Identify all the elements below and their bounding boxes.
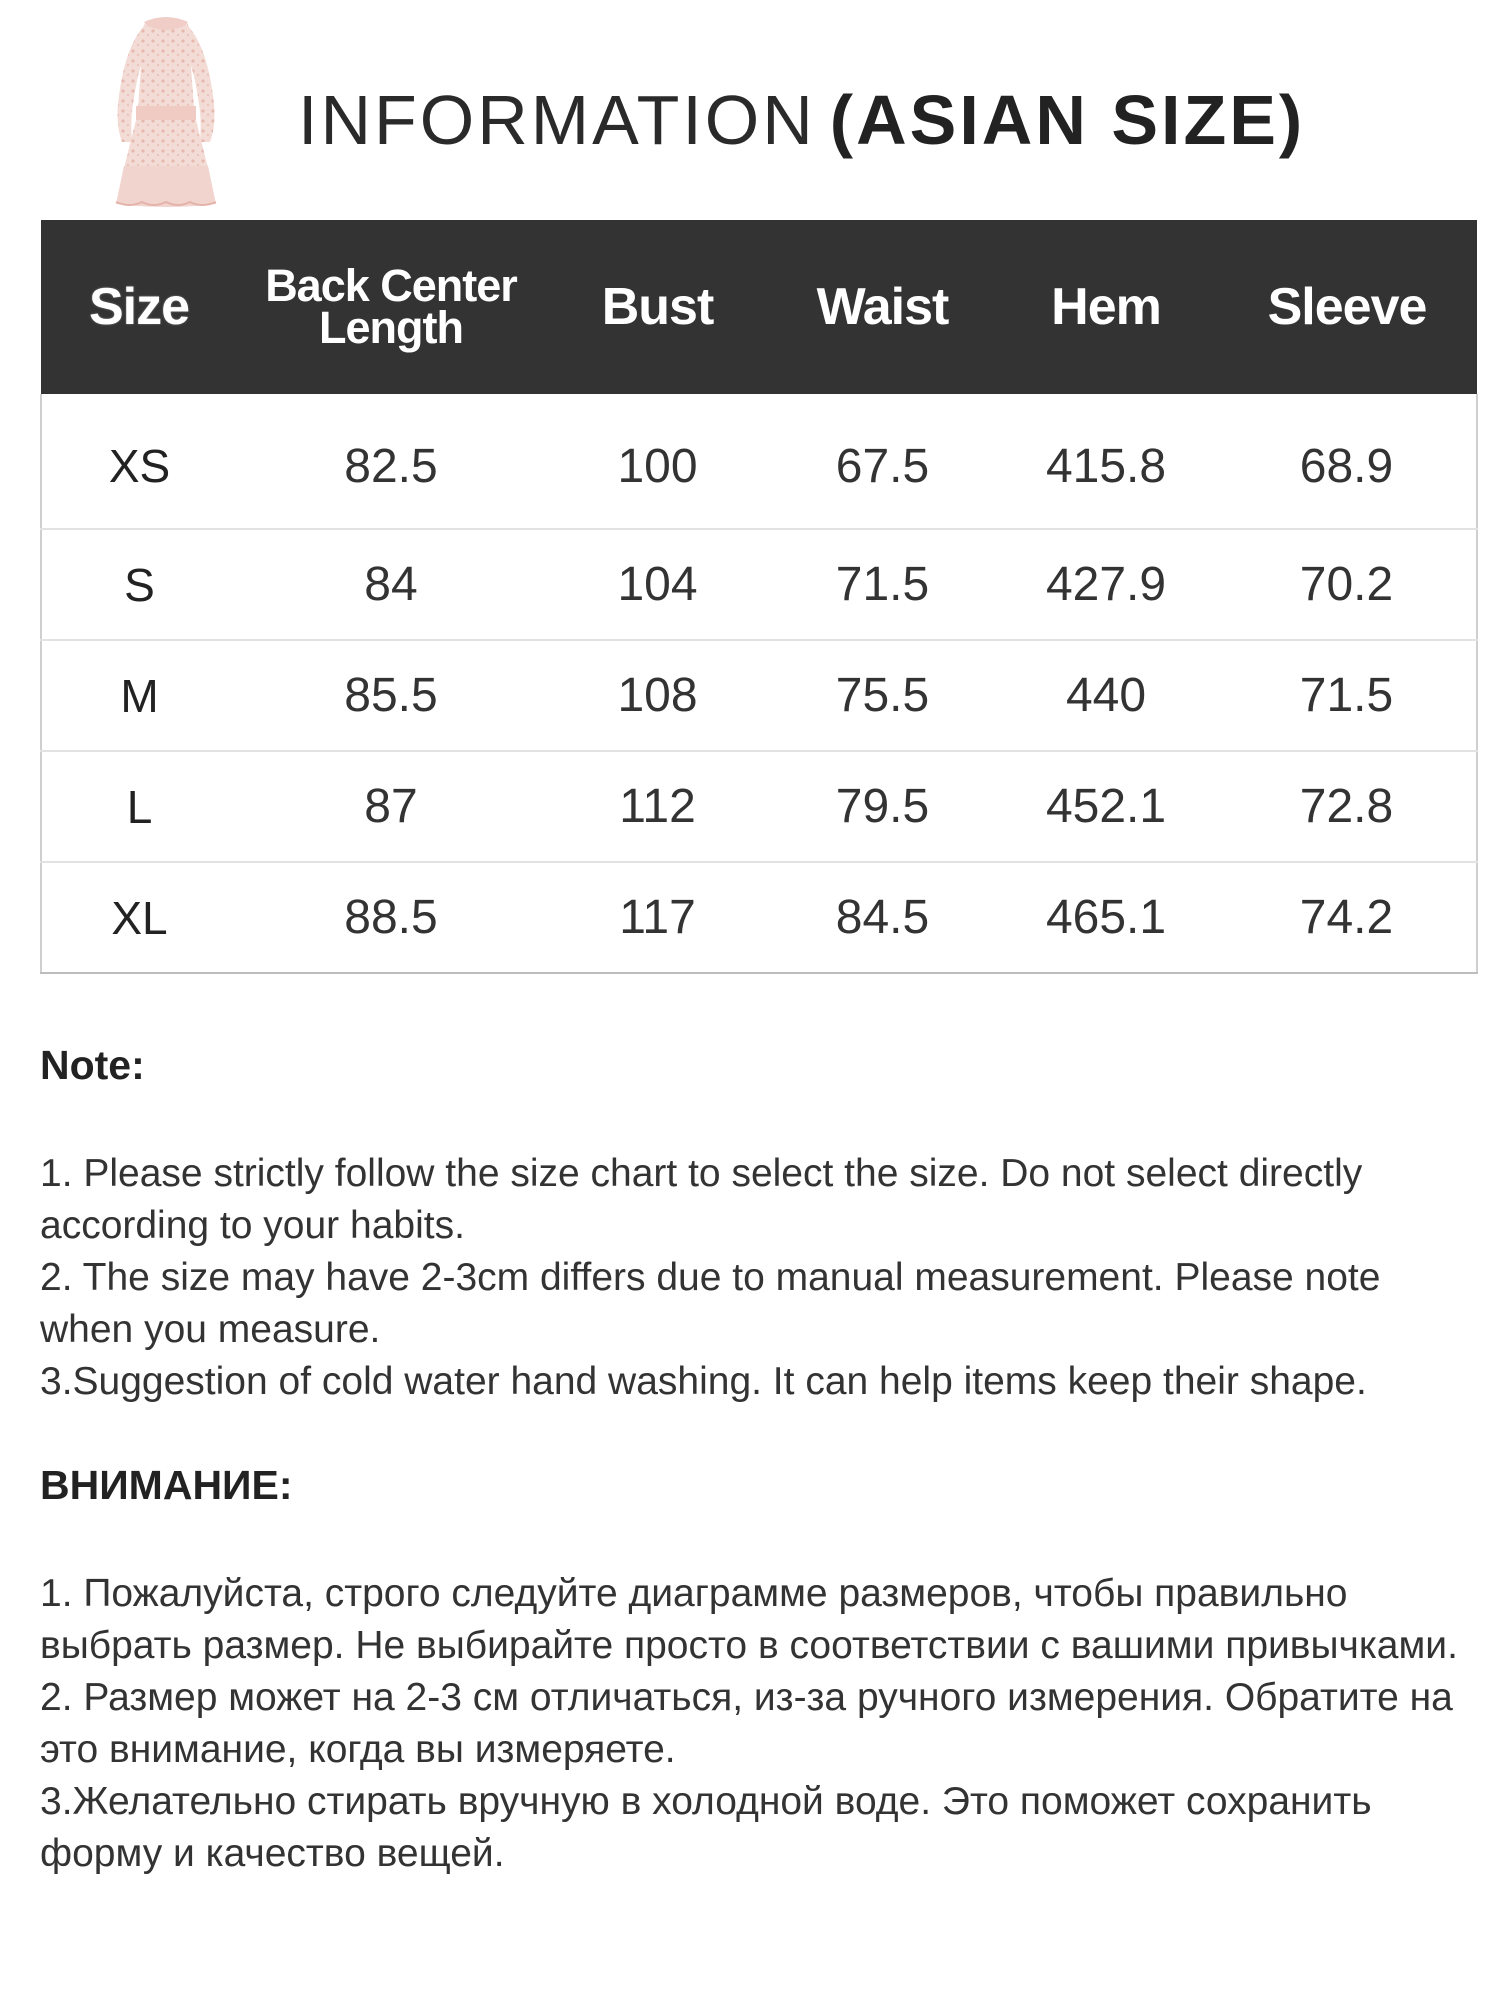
table-cell-bust: 112	[545, 751, 770, 862]
notes-russian	[40, 1460, 1480, 1880]
table-cell-bust: 108	[545, 640, 770, 751]
table-cell-bust: 100	[545, 394, 770, 529]
table-cell-back-center-length: 85.5	[237, 640, 545, 751]
note-item: 2. Размер может на 2-3 см отличаться, из-за ручного измерения. Обратите на это внимание, когда вы измеряете.	[40, 1676, 1453, 1771]
table-cell-bust: 117	[545, 862, 770, 973]
table-cell-back-center-length: 87	[237, 751, 545, 862]
page-title	[298, 75, 1305, 165]
column-header-label: Size	[88, 278, 190, 336]
dress-thumbnail-icon	[100, 8, 232, 208]
column-header-size	[41, 220, 237, 394]
table-cell-waist: 84.5	[770, 862, 995, 973]
column-header-hem	[995, 220, 1217, 394]
note-item: 3.Suggestion of cold water hand washing. It can help items keep their shape.	[40, 1360, 1367, 1403]
table-cell-size: M	[41, 640, 237, 751]
column-header-back-center-length	[237, 220, 545, 394]
column-header-waist	[770, 220, 995, 394]
table-cell-size: XS	[41, 394, 237, 529]
notes-english	[40, 1040, 1480, 1408]
column-header-bust	[545, 220, 770, 394]
table-cell-bust: 104	[545, 529, 770, 640]
page-header	[0, 0, 1500, 218]
table-row	[41, 529, 1477, 640]
table-cell-hem: 465.1	[995, 862, 1217, 973]
table-row	[41, 751, 1477, 862]
table-cell-hem: 440	[995, 640, 1217, 751]
notes-list	[40, 1568, 1480, 1880]
notes-heading: ВНИМАНИЕ:	[40, 1462, 293, 1508]
table-cell-back-center-length: 88.5	[237, 862, 545, 973]
size-chart-body	[41, 394, 1477, 973]
table-cell-hem: 452.1	[995, 751, 1217, 862]
table-cell-hem: 427.9	[995, 529, 1217, 640]
table-row	[41, 862, 1477, 973]
column-header-label: Hem	[1051, 278, 1161, 336]
notes-heading: Note:	[40, 1042, 145, 1088]
note-item: 2. The size may have 2-3cm differs due to manual measurement. Please note when you measure.	[40, 1256, 1381, 1351]
table-cell-size: S	[41, 529, 237, 640]
column-header-label: Sleeve	[1267, 278, 1427, 336]
table-cell-back-center-length: 82.5	[237, 394, 545, 529]
table-cell-waist: 71.5	[770, 529, 995, 640]
table-cell-waist: 75.5	[770, 640, 995, 751]
table-cell-sleeve: 71.5	[1217, 640, 1477, 751]
size-chart-header	[41, 220, 1477, 394]
table-header-row	[41, 220, 1477, 394]
column-header-label: Back Center Length	[265, 260, 517, 353]
note-item: 3.Желательно стирать вручную в холодной воде. Это поможет сохранить форму и качество вещей.	[40, 1780, 1372, 1875]
title-asian-size: (ASIAN SIZE)	[829, 81, 1306, 159]
column-header-sleeve	[1217, 220, 1477, 394]
table-cell-waist: 67.5	[770, 394, 995, 529]
title-information: INFORMATION	[298, 81, 816, 159]
note-item: 1. Пожалуйста, строго следуйте диаграмме размеров, чтобы правильно выбрать размер. Не выбирайте просто в соответствии с вашими привычками.	[40, 1572, 1458, 1667]
table-cell-hem: 415.8	[995, 394, 1217, 529]
table-cell-sleeve: 74.2	[1217, 862, 1477, 973]
table-cell-sleeve: 72.8	[1217, 751, 1477, 862]
table-row	[41, 394, 1477, 529]
column-header-label: Waist	[816, 278, 949, 336]
table-cell-back-center-length: 84	[237, 529, 545, 640]
table-cell-sleeve: 68.9	[1217, 394, 1477, 529]
notes-list	[40, 1148, 1480, 1408]
table-cell-size: XL	[41, 862, 237, 973]
column-header-label: Bust	[601, 278, 714, 336]
note-item: 1. Please strictly follow the size chart to select the size. Do not select directly according to your habits.	[40, 1152, 1363, 1247]
table-cell-sleeve: 70.2	[1217, 529, 1477, 640]
table-row	[41, 640, 1477, 751]
table-cell-size: L	[41, 751, 237, 862]
size-chart-table	[40, 220, 1478, 974]
table-cell-waist: 79.5	[770, 751, 995, 862]
